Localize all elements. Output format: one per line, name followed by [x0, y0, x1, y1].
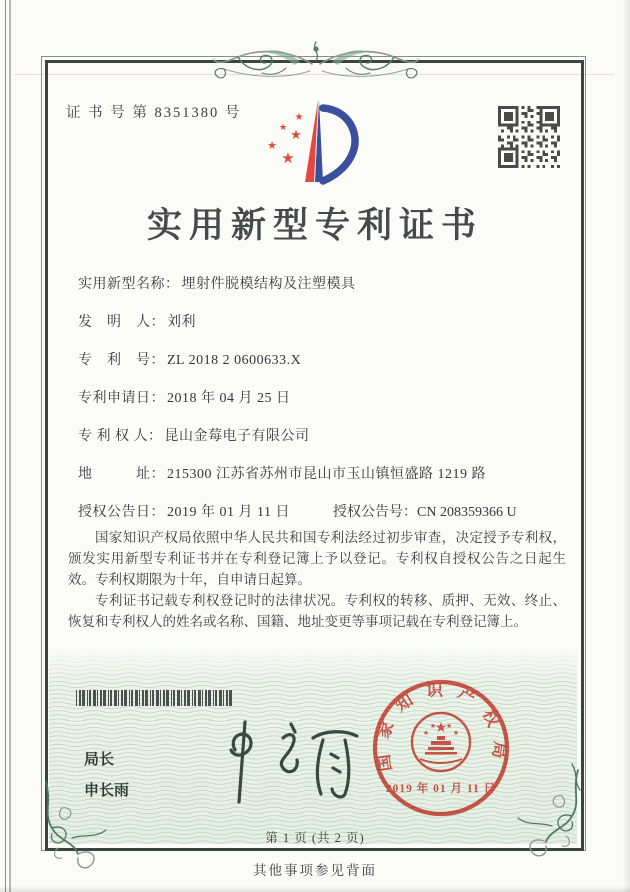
svg-text:★: ★: [290, 128, 302, 143]
field-value: 2019 年 01 月 11 日: [167, 505, 290, 520]
logo-p-bowl: [323, 108, 355, 181]
legal-text: [68, 527, 566, 632]
field-label: 专利申请日：: [78, 391, 165, 406]
field-label: 实用新型名称：: [78, 277, 180, 292]
field-label: 专 利 权 人：: [78, 429, 163, 444]
top-flourish-ornament: [210, 36, 422, 92]
field-grant-number: [333, 501, 517, 521]
certificate-title: 实用新型专利证书: [146, 206, 483, 245]
svg-text:★: ★: [294, 112, 304, 123]
barcode: [74, 690, 236, 706]
signer-name: 申长雨: [84, 782, 130, 799]
field-address: [78, 463, 558, 483]
field-label: 专 利 号：: [78, 353, 165, 368]
field-inventor: [78, 311, 558, 331]
field-value: 2018 年 04 月 25 日: [167, 391, 291, 406]
signature-shen-changyu: [205, 716, 375, 808]
field-utility-model-name: [78, 273, 558, 293]
scan-shadow: [622, 0, 630, 892]
field-patent-number: [78, 349, 558, 369]
field-value: ZL 2018 2 0600633.X: [167, 353, 302, 368]
field-patentee: [78, 425, 558, 445]
certificate-number: 证 书 号 第 8351380 号: [66, 105, 242, 121]
svg-text:★: ★: [452, 729, 460, 737]
back-side-note: 其他事项参见背面: [253, 863, 377, 878]
svg-text:★: ★: [278, 123, 288, 133]
legal-paragraph-1: 国家知识产权局依照中华人民共和国专利法经过初步审查，决定授予专利权，颁发实用新型专利证书并在专利登记簿上予以登记。专利权自授权公告之日起生效。专利权期限为十年，自申请日起算。: [68, 530, 566, 587]
svg-text:★: ★: [429, 722, 437, 730]
field-label: 发 明 人：: [78, 315, 165, 330]
signer-title: 局长: [84, 751, 115, 768]
svg-text:★: ★: [445, 722, 453, 730]
signer-block: [84, 744, 129, 806]
field-label: 地 址：: [78, 467, 165, 482]
field-value: 昆山金莓电子有限公司: [164, 429, 310, 444]
field-value: 215300 江苏省苏州市昆山市玉山镇恒盛路 1219 路: [167, 467, 486, 482]
legal-paragraph-2: 专利证书记载专利权登记时的法律状况。专利权的转移、质押、无效、终止、恢复和专利权人的姓名或名称、国籍、地址变更等事项记载在专利登记簿上。: [68, 593, 566, 629]
field-value: 埋射件脱模结构及注塑模具: [181, 277, 356, 292]
cnipa-logo: [252, 96, 364, 196]
national-emblem: [412, 713, 470, 771]
field-value: 刘利: [167, 315, 196, 330]
field-label: 授权公告日：: [78, 505, 165, 520]
field-filing-date: [78, 387, 558, 407]
field-value: CN 208359366 U: [417, 505, 517, 520]
svg-text:★: ★: [281, 149, 295, 167]
svg-text:★: ★: [422, 729, 430, 737]
logo-stars: [267, 112, 303, 167]
scan-shadow: [0, 886, 630, 892]
field-label: 授权公告号：: [333, 505, 417, 520]
qr-code: [498, 106, 560, 168]
seal-agency-text: 国家知识产权局: [372, 680, 510, 773]
scan-edge-line: [5, 0, 6, 892]
page-number: 第 1 页 (共 2 页): [265, 831, 365, 845]
svg-text:★: ★: [267, 139, 277, 152]
official-seal: [369, 676, 513, 824]
seal-date: 2019 年 01 月 11 日: [385, 783, 497, 795]
scan-edge-line: [9, 0, 11, 892]
svg-text:★: ★: [434, 720, 448, 736]
